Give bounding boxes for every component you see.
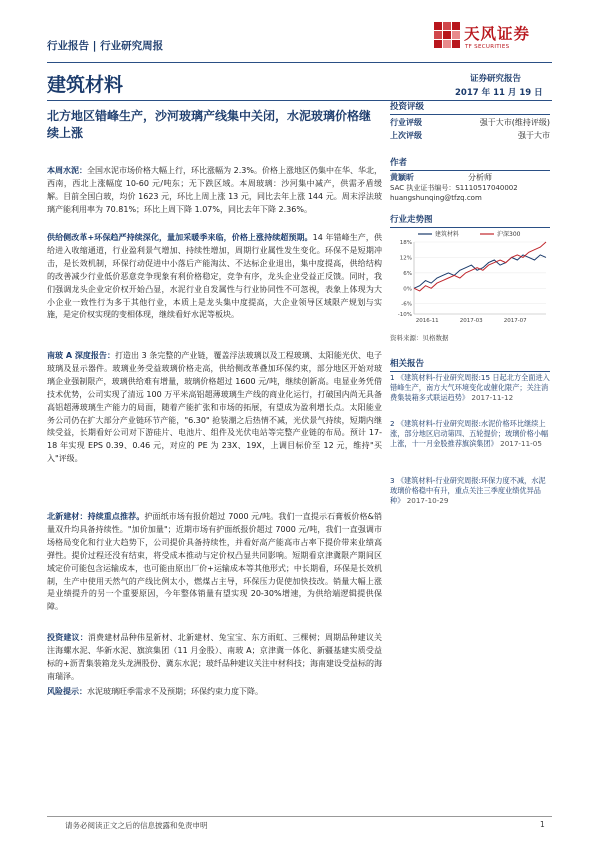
logo xyxy=(434,20,548,60)
page-number: 1 xyxy=(540,820,545,829)
header-rule xyxy=(47,62,552,63)
logo-icon xyxy=(434,22,460,48)
y-tick-label: 12% xyxy=(399,255,412,262)
breadcrumb: 行业报告 | 行业研究周报 xyxy=(47,40,164,52)
trend-head: 行业走势图 xyxy=(390,213,550,228)
paragraph-lead: 本周水泥： xyxy=(47,166,88,175)
footer-rule xyxy=(47,816,552,817)
related-item-date: 2017-11-05 xyxy=(500,439,542,449)
paragraph-cement xyxy=(47,165,382,217)
x-tick-label: 2017-03 xyxy=(459,318,483,324)
trend-source: 资料来源：贝格数据 xyxy=(390,334,449,342)
paragraph-risk xyxy=(47,686,382,699)
paragraph-lead: 供给侧改革+环保趋严持续深化，量加采暖季来临，价格上涨持续超预期。 xyxy=(47,233,313,242)
y-tick-label: 6% xyxy=(403,270,412,277)
author-head: 作者 xyxy=(390,156,550,171)
related-item-text[interactable]: 1 《建筑材料-行业研究周报:15 日起北方全面进入错峰生产，南方大气环境变化或催化限产；关注消费集装箱多式联运趋势》 xyxy=(390,373,550,403)
author-sac: SAC 执业证书编号：S1110517040002 xyxy=(390,184,518,192)
trend-chart xyxy=(390,228,550,328)
industry-rating-value: 强于大市(维持评级) xyxy=(479,118,550,127)
series-line-1 xyxy=(414,242,546,291)
paragraph-text: 全国水泥市场价格大幅上行，环比涨幅为 2.3%。价格上涨地区仍集中在华、华北，西南，西北上涨幅度 10-60 元/吨东；无下跌区域。本周玻璃：沙河集中减产，供需矛盾缓解。目前全国白玻，均价 1623 元，环比上周上涨 13 元，同比去年上涨 144 元。周末浮法玻璃产能利用率为 70.81%；环比上周下降 1.07%，同比去年下降 2.36%。 xyxy=(47,166,382,214)
paragraph-text: 水泥玻璃旺季需求不及预期；环保约束力度下降。 xyxy=(87,687,263,696)
industry-rating xyxy=(390,117,550,128)
author-email: huangshunqing@tfzq.com xyxy=(390,194,482,202)
logo-text: 天风证券 xyxy=(464,25,531,43)
x-tick-label: 2016-11 xyxy=(415,318,439,324)
paragraph-supply-reform xyxy=(47,232,382,322)
report-date: 2017 年 11 月 19 日 xyxy=(455,88,543,98)
legend-label: 建筑材料 xyxy=(435,231,460,238)
paragraph-lead: 南玻 A 深度报告： xyxy=(47,351,115,360)
paragraph-csg xyxy=(47,350,382,466)
paragraph-text: 护面纸市场有报价超过 7000 元/吨。我们一直提示石膏板价格&销量双升均具备持续性。"加价加量"；近期市场有护面纸报价超过 7000 元/吨，我们一直强调市场格局变化和行业大趋势下，公司提价具备持续性，并看好高产能高市占率下提价带来业绩高弹性。提价过程还没有结束，将受成本推动与定价权凸显共同影响。短期看京津冀限产期间区域定价可能包含运输成本，也可能由原出厂价+运输成本等其他形式；中长期看，环保是长效机制，生产中使用天然气的产线比例太小，燃煤占主导，环保压力促使加快技改。销量大幅上涨是业绩提升的另一个重要原因，今年整体销量有望实现 20-30%增速，为供给端逻辑提供保障。 xyxy=(47,512,382,612)
related-item[interactable] xyxy=(390,476,550,507)
related-item[interactable] xyxy=(390,419,550,450)
paragraph-text: 14 年错峰生产，供给进入收缩通道，行业盈利景气增加、持续性增加，周期行业属性发生变化。环保不是短期冲击，是长效机制，环保行动促进中小落后产能淘汰、不达标企业退出，集中度提高，供给结构的改善减少行业低价恶意竞争现象有利价格稳定，竞争有序，龙头企业受益正反馈。同时，我们强调龙头企业定价权开始凸显，水泥行业自发属性与行业协同性不可忽视，表象上体现为大小企业一致性行为多于其他行业，本质上是龙头集中度提高，大企业领导区域限产规划与实施，是定价权实现的变相体现，继续看好水泥等板块。 xyxy=(47,233,382,320)
related-item-date: 2017-11-12 xyxy=(471,393,514,403)
paragraph-lead: 投资建议： xyxy=(47,633,88,642)
y-tick-label: 0% xyxy=(403,286,412,293)
report-subtitle: 北方地区错峰生产，沙河玻璃产线集中关闭，水泥玻璃价格继续上涨 xyxy=(47,109,372,140)
series-line-0 xyxy=(414,255,546,288)
related-item[interactable] xyxy=(390,373,550,404)
y-tick-label: 18% xyxy=(399,240,412,246)
rating-head: 投资评级 xyxy=(390,100,550,115)
y-tick-label: -6% xyxy=(401,301,412,308)
report-type: 证券研究报告 xyxy=(470,74,522,84)
author-name: 黄颖昕 xyxy=(390,173,414,182)
paragraph-text: 消费建材品种伟星新材、北新建材、兔宝宝、东方雨虹、三棵树；周期品种建议关注海螺水泥、华新水泥、旗滨集团（11 月金股）、南玻 A；京津冀一体化、新疆基建实质受益标的+沥青集装箱龙头龙洲股份、冀东水泥；玻纤品种建议关注中材科技；海南建设受益标的海南瑞泽。 xyxy=(47,633,382,681)
logo-subtext: TF SECURITIES xyxy=(465,44,510,50)
paragraph-investment xyxy=(47,632,382,684)
previous-rating-value: 强于大市 xyxy=(518,131,550,140)
industry-rating-label: 行业评级 xyxy=(390,118,422,127)
paragraph-lead: 风险提示： xyxy=(47,687,87,696)
page-title: 建筑材料 xyxy=(47,74,124,96)
previous-rating-label: 上次评级 xyxy=(390,131,422,140)
author-row xyxy=(390,172,550,183)
footer-disclaimer: 请务必阅读正文之后的信息披露和免责申明 xyxy=(65,821,208,830)
related-item-text[interactable]: 2 《建筑材料-行业研究周报:水泥价格环比继续上涨，部分地区启动第四、五轮提价；玻璃价格小幅上涨，十一月金股推荐旗滨集团》 xyxy=(390,419,549,449)
related-head: 相关报告 xyxy=(390,357,550,372)
paragraph-lead: 北新建材：持续重点推荐。 xyxy=(47,512,145,521)
legend-label: 沪深300 xyxy=(497,231,521,238)
previous-rating xyxy=(390,130,550,141)
related-item-date: 2017-10-29 xyxy=(406,496,449,506)
y-tick-label: -10% xyxy=(397,312,412,318)
related-item-text[interactable]: 3 《建筑材料-行业研究周报:环保力度不减，水泥玻璃价格稳中有升，重点关注三季度业绩优异品种》 xyxy=(390,476,546,506)
paragraph-bnbm xyxy=(47,511,382,614)
x-tick-label: 2017-07 xyxy=(503,318,527,324)
paragraph-text: 打造出 3 条完整的产业链，覆盖浮法玻璃以及工程玻璃、太阳能光伏、电子玻璃及显示器件。玻璃业务受益玻璃价格走高，供给侧改革叠加环保约束，部分地区开始对玻璃企业强制限产，玻璃供给难有增量，玻璃价格超过 1600 元/吨，继续创新高。电显业务凭借技术优势，公司实现了清远 100 万平米高铝超薄玻璃生产线的商业化运行，打破国内尚无具备高铝超薄玻璃生产能力的局面，随着产能扩张和市场的拓展，有望成为盈利增长点。太阳能业务公司仍在扩大部分产业链环节产能，"6.30" 抢装潮之后热情不减，光伏景气持续，短期内继续受益，长期看好公司对下游硅片、电池片、组件及光伏电站等完整产业链的布局。预计 17-18 年实现 EPS 0.39、0.46 元，对应的 PE 为 23X、19X，上调目标价至 12 元，维持"买入"评级。 xyxy=(47,351,382,464)
author-role: 分析师 xyxy=(468,173,492,182)
